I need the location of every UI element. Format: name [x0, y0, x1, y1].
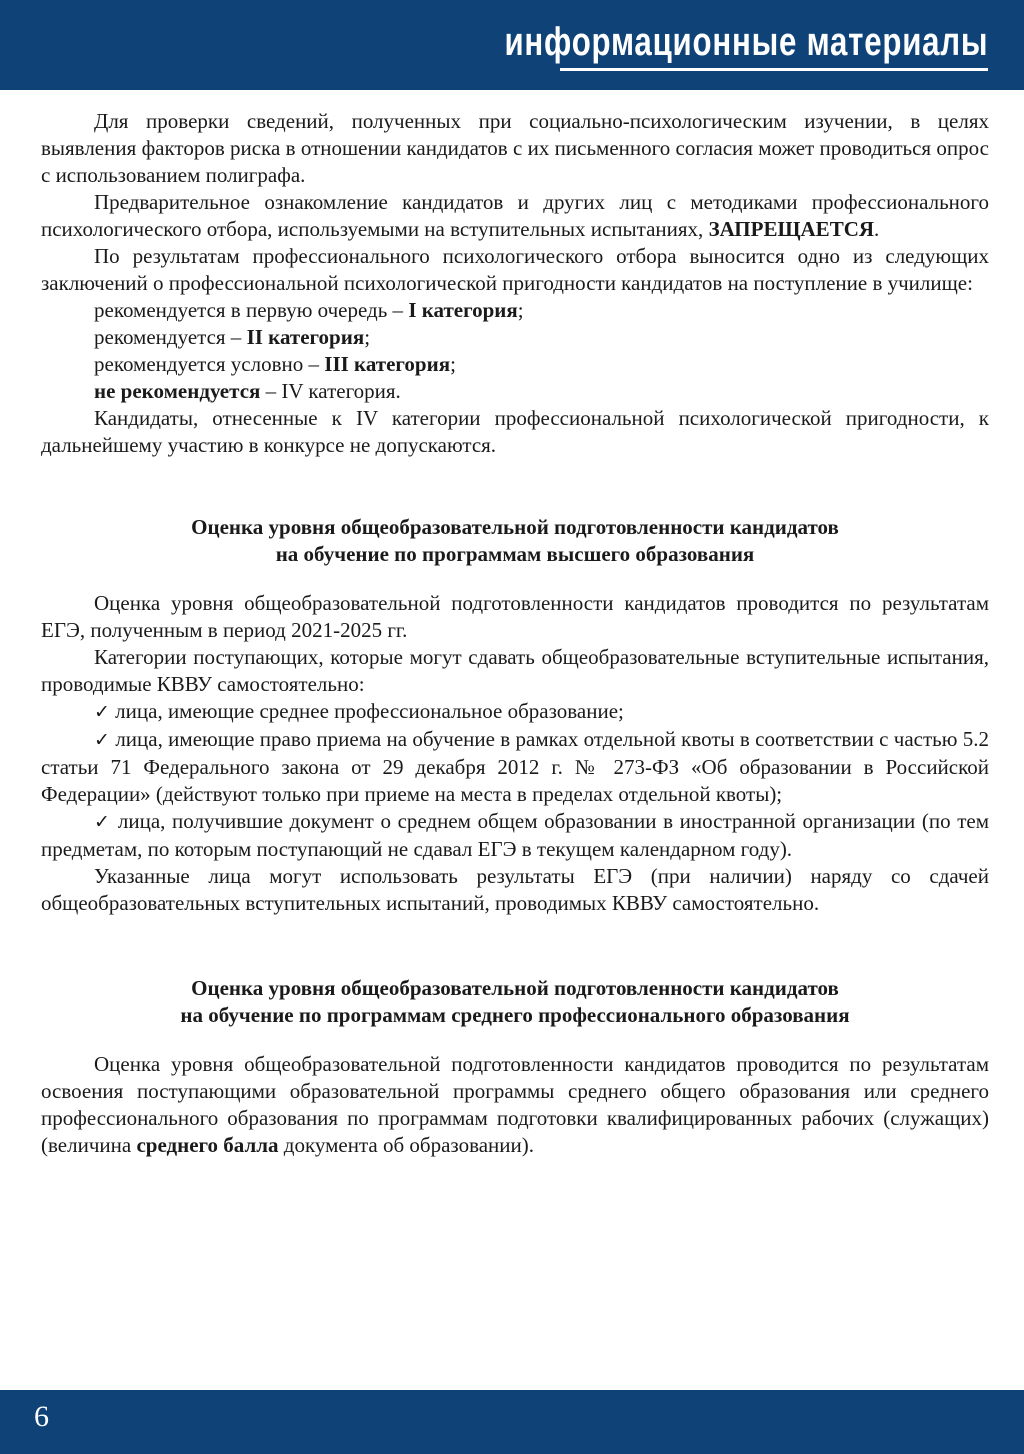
- category-2-text: рекомендуется –: [94, 325, 247, 349]
- bullet-foreign: [41, 808, 989, 863]
- category-1: [41, 297, 989, 324]
- category-2-bold: II категория: [246, 325, 365, 349]
- heading-spacer: [41, 1029, 989, 1051]
- category-2-end: ;: [364, 325, 371, 349]
- category-1-end: ;: [517, 298, 524, 322]
- paragraph-conclusions: По результатам профессионального психологического отбора выносится одно из следующих заключений о профессиональной психологической пригодности кандидатов на поступление в училище:: [41, 244, 989, 295]
- category-3-end: ;: [450, 352, 456, 376]
- category-2: [41, 324, 989, 351]
- average-score-bold: среднего балла: [136, 1133, 279, 1157]
- paragraph-ege: Оценка уровня общеобразовательной подготовленности кандидатов проводится по результатам ЕГЭ, полученным в период 2021-2025 гг.: [41, 591, 989, 642]
- category-4: [41, 378, 989, 405]
- heading-secondary-line-1: Оценка уровня общеобразовательной подготовленности кандидатов: [191, 976, 839, 1000]
- bullet-quota-text: лица, имеющие право приема на обучение в рамках отдельной квоты в соответствии с частью 5.2 статьи 71 Федерального закона от 29 декабря 2012 г. № 273-ФЗ «Об образовании в Российской Федерации» (действуют только при приеме на места в пределах отдельной квоты);: [41, 727, 990, 806]
- category-4-bold: не рекомендуется: [94, 379, 261, 403]
- prohibition-text: Предварительное ознакомление кандидатов и других лиц с методиками профессионального психологического отбора, используемыми на вступительных испытаниях,: [41, 190, 989, 241]
- heading-higher-education: [41, 514, 989, 568]
- heading-higher-line-2: на обучение по программам высшего образования: [275, 542, 755, 566]
- paragraph-prohibition: [41, 189, 989, 243]
- prohibition-bold: ЗАПРЕЩАЕТСЯ: [708, 217, 875, 241]
- category-3-text: рекомендуется условно –: [94, 352, 325, 376]
- average-score-end: документа об образовании).: [278, 1133, 534, 1157]
- category-1-text: рекомендуется в первую очередь –: [94, 298, 409, 322]
- paragraph-category-iv: Кандидаты, отнесенные к IV категории профессиональной психологической пригодности, к дальнейшему участию в конкурсе не допускаются.: [41, 406, 989, 457]
- footer-bar: [0, 1390, 1024, 1454]
- bullet-spo-text: лица, имеющие среднее профессиональное образование;: [115, 699, 624, 723]
- page-number: 6: [34, 1400, 49, 1433]
- paragraph-ege-usage: Указанные лица могут использовать результаты ЕГЭ (при наличии) наряду со сдачей общеобразовательных вступительных испытаний, проводимых КВВУ самостоятельно.: [41, 864, 989, 915]
- paragraph-categories: Категории поступающих, которые могут сдавать общеобразовательные вступительные испытания, проводимые КВВУ самостоятельно:: [41, 645, 989, 696]
- bullet-spo: [41, 698, 989, 726]
- category-1-bold: I категория: [408, 298, 518, 322]
- prohibition-end: .: [874, 217, 880, 241]
- heading-secondary-line-2: на обучение по программам среднего профессионального образования: [180, 1003, 850, 1027]
- check-icon: ✓: [94, 701, 110, 723]
- bullet-foreign-text: лица, получившие документ о среднем общем образовании в иностранной организации (по тем предметам, по которым поступающий не сдавал ЕГЭ в текущем календарном году).: [41, 809, 989, 861]
- check-icon: ✓: [94, 729, 110, 751]
- category-3-bold: III категория: [324, 352, 451, 376]
- header-underline: [560, 68, 988, 71]
- section-spacer: [41, 917, 989, 975]
- bullet-quota: [41, 726, 989, 808]
- section-spacer: [41, 459, 989, 514]
- category-3: [41, 351, 989, 378]
- heading-spacer: [41, 568, 989, 590]
- paragraph-average-score: [41, 1051, 989, 1159]
- heading-higher-line-1: Оценка уровня общеобразовательной подготовленности кандидатов: [191, 515, 839, 539]
- average-score-text: Оценка уровня общеобразовательной подготовленности кандидатов проводится по результатам освоения поступающими образовательной программы среднего общего образования или среднего профессионального образования по программам подготовки квалифицированных рабочих (служащих) (величина: [41, 1052, 989, 1157]
- header-title: информационные материалы: [504, 20, 988, 64]
- category-4-text: – IV категория.: [260, 379, 401, 403]
- document-body: [41, 108, 989, 1159]
- paragraph-polygraph: Для проверки сведений, полученных при социально-психологическим изучении, в целях выявления факторов риска в отношении кандидатов с их письменного согласия может проводиться опрос с использованием полиграфа.: [41, 109, 989, 187]
- heading-secondary-education: [41, 975, 989, 1029]
- check-icon: ✓: [94, 811, 112, 833]
